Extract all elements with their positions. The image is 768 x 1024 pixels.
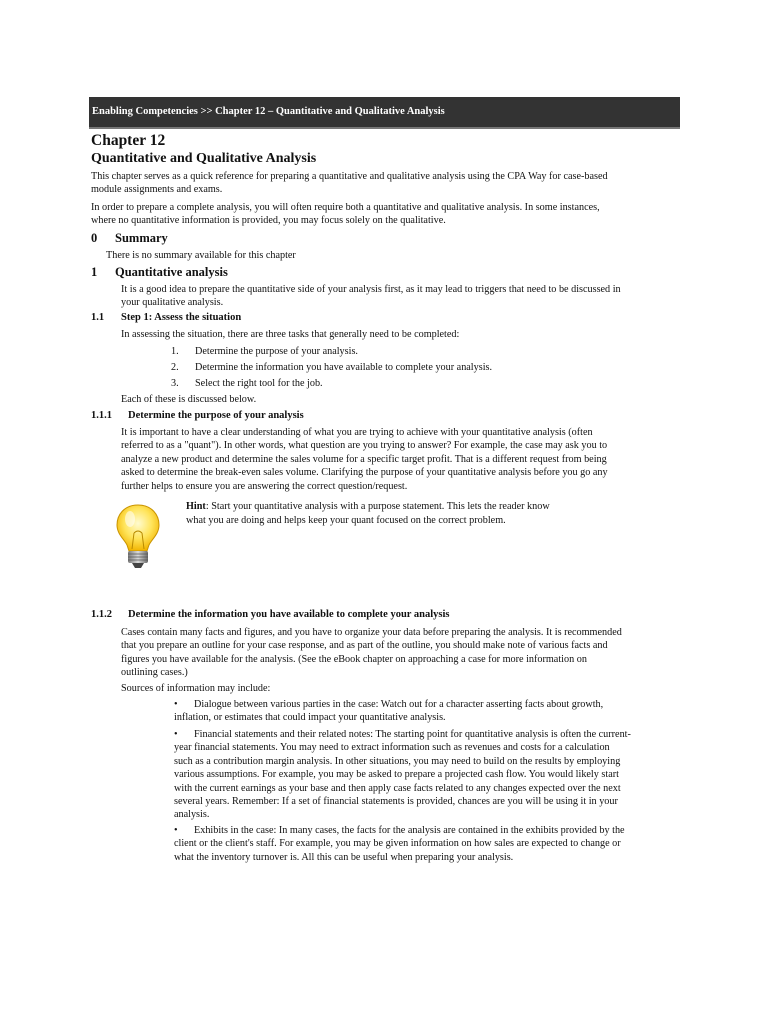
list-item: • Exhibits in the case: In many cases, the facts for the analysis are contained in the exhibits provided by the client or the client's staff. For example, you may be given information on how sales are expected to change or what the inventory turnover is. All this can be useful when preparing your analysis. [174,825,625,863]
summary-text: There is no summary available for this chapter [106,250,296,261]
intro-paragraph-1: This chapter serves as a quick reference for preparing a quantitative and qualitative analysis using the CPA Way for case-based module assignments and exams. [91,171,608,196]
section-1-1-2-paragraph: Cases contain many facts and figures, and you have to organize your data before preparing the analysis. It is recommended that you prepare an outline for your case response, and as part of the outline, you should make note of various facts and figures you have available for the analysis. (See the eBook chapter on approaching a case for more information on outlining cases.) [121,627,622,679]
task-list-item: 3. Select the right tool for the job. [171,378,323,389]
chapter-title: Quantitative and Qualitative Analysis [91,151,317,166]
section-1-1-outro: Each of these is discussed below. [121,394,257,405]
hint-text-line-2: what you are doing and helps keep your quant focused on the correct problem. [186,515,506,526]
bullet: • [174,825,178,836]
chapter-label: Chapter 12 [91,132,166,149]
task-list-item: 2. Determine the information you have available to complete your analysis. [171,362,493,373]
section-1-heading: 1 Quantitative analysis [91,265,228,279]
bullet: • [174,729,178,740]
task-list-item: 1. Determine the purpose of your analysis. [171,346,358,357]
breadcrumb-banner [89,97,680,129]
section-1-1-heading: 1.1 Step 1: Assess the situation [91,312,242,323]
list-item: • Dialogue between various parties in the case: Watch out for a character asserting facts about growth, inflation, or estimates that could impact your quantitative analysis. [174,699,604,724]
bullet: • [174,699,178,710]
sources-intro: Sources of information may include: [121,683,271,694]
list-item: • Financial statements and their related notes: The starting point for quantitative analysis is often the current- year financial statements. You may need to extract information such as revenues and costs for a calculation such as a contribution margin analysis. In other situations, you may need to build on the results by employing various assumptions. For example, you may be asked to prepare a projected cash flow. You would likely start with the current earnings as your base and then apply case facts related to any changes expected over the next several years. Remember: If a set of financial statements is provided, chances are you will be using it in your analysis. [174,729,631,821]
section-1-1-intro: In assessing the situation, there are three tasks that generally need to be completed: [121,329,460,340]
breadcrumb: Enabling Competencies >> Chapter 12 – Quantitative and Qualitative Analysis [92,106,445,117]
section-1-1-1-paragraph: It is important to have a clear understanding of what you are trying to achieve with your quantitative analysis (often referred to as a "quant"). In other words, what question are you trying to answer? For example, the case may ask you to analyze a new product and determine the sales volume for a specific target profit. That is a different request from being asked to determine the break-even sales volume. Clarifying the purpose of your quantitative analysis before you go any further helps to ensure you are answering the correct question/request. [121,427,608,492]
hint-text-line-1: Hint: Start your quantitative analysis with a purpose statement. This lets the reader know [186,501,550,512]
hint-label: Hint [186,501,206,512]
section-1-1-2-heading: 1.1.2 Determine the information you have available to complete your analysis [91,609,450,620]
summary-heading: 0 Summary [91,231,168,245]
section-1-paragraph: It is a good idea to prepare the quantitative side of your analysis first, as it may lead to triggers that need to be discussed in your qualitative analysis. [121,284,621,309]
intro-paragraph-2: In order to prepare a complete analysis, you will often require both a quantitative and qualitative analysis. In some instances, where no quantitative information is provided, you may focus solely on the qualitative. [91,202,600,227]
section-1-1-1-heading: 1.1.1 Determine the purpose of your analysis [91,410,304,421]
lightbulb-icon [112,501,164,571]
